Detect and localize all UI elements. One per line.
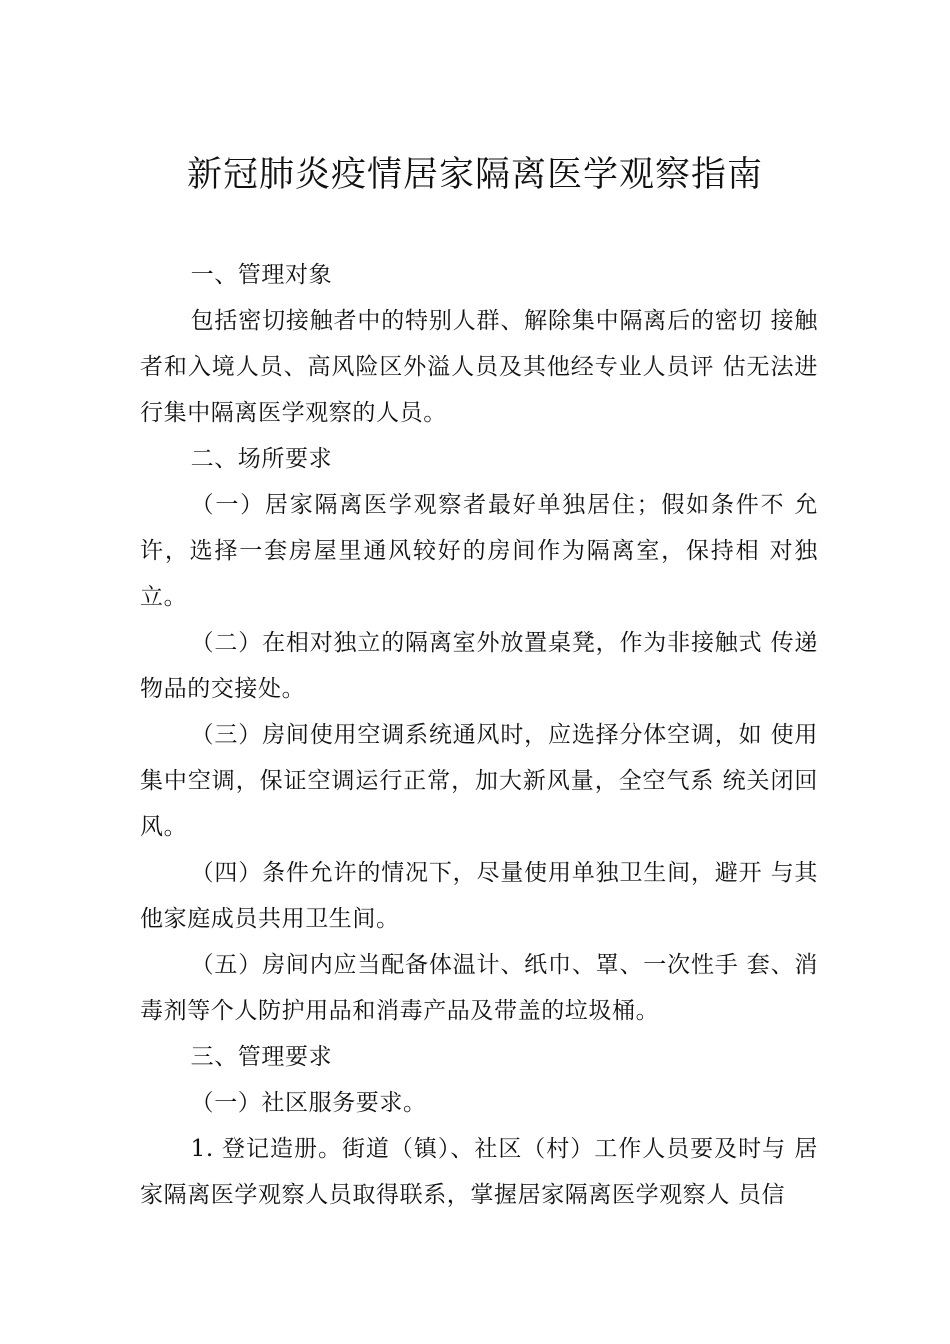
paragraph-site-requirement-5: （五）房间内应当配备体温计、纸巾、罩、一次性手 套、消毒剂等个人防护用品和消毒产品及带盖的垃圾桶。	[140, 952, 818, 1024]
section-heading-1: 一、管理对象	[190, 262, 333, 288]
section-heading-3: 三、管理要求	[190, 1044, 333, 1070]
section-heading-2: 二、场所要求	[190, 446, 333, 472]
paragraph-site-requirement-1: （一）居家隔离医学观察者最好单独居住；假如条件不 允许，选择一套房屋里通风较好的房间作为隔离室，保持相 对独立。	[140, 492, 818, 610]
document-body	[140, 252, 818, 1218]
document-title: 新冠肺炎疫情居家隔离医学观察指南	[186, 155, 763, 195]
paragraph-site-requirement-4: （四）条件允许的情况下，尽量使用单独卫生间，避开 与其他家庭成员共用卫生间。	[140, 860, 818, 932]
paragraph-management-target: 包括密切接触者中的特别人群、解除集中隔离后的密切 接触者和入境人员、高风险区外溢人员及其他经专业人员评 估无法进行集中隔离医学观察的人员。	[140, 308, 818, 426]
paragraph-site-requirement-3: （三）房间使用空调系统通风时，应选择分体空调，如 使用集中空调，保证空调运行正常，加大新风量，全空气系 统关闭回风。	[140, 722, 818, 840]
paragraph-registration: 1. 登记造册。街道（镇）、社区（村）工作人员要及时与 居家隔离医学观察人员取得联系，掌握居家隔离医学观察人 员信	[140, 1136, 818, 1208]
paragraph-site-requirement-2: （二）在相对独立的隔离室外放置桌凳，作为非接触式 传递物品的交接处。	[140, 630, 818, 702]
subsection-heading-community-service: （一）社区服务要求。	[190, 1090, 427, 1116]
